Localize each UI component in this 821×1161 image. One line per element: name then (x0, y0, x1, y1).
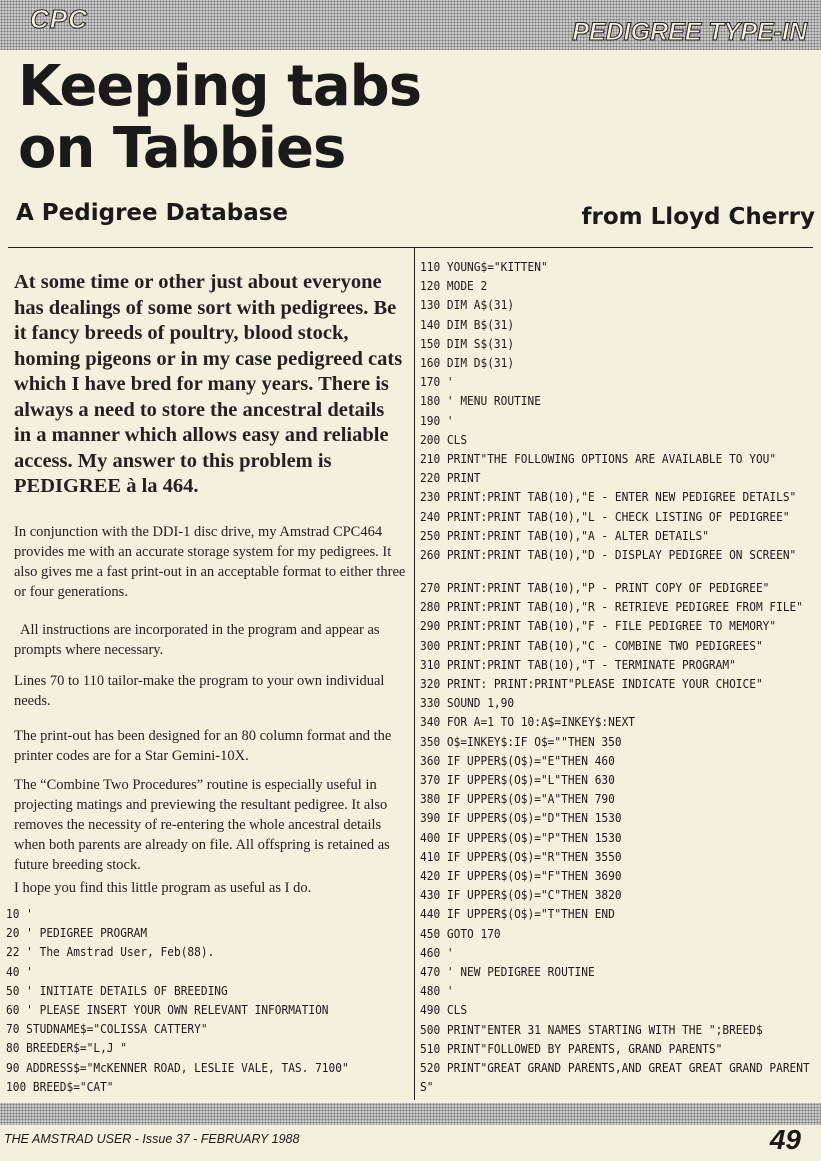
title-line-2: on Tabbies (18, 116, 346, 181)
category-tag: PEDIGREE TYPE-IN (572, 18, 807, 46)
footer-band (0, 1103, 821, 1125)
intro-paragraph: At some time or other just about everyone has dealings of some sort with pedigrees. Be it fancy breeds of poultry, blood stock, homing pigeons or in my case pedigreed cats which I have bred for many years. There is always a need to store the ancestral details in a manner which allows easy and reliable access. My answer to this problem is PEDIGREE à la 464. (14, 271, 403, 497)
body-paragraph: The “Combine Two Procedures” routine is especially useful in projecting matings and previewing the resultant pedigree. It also removes the necessity of re-entering the whole ancestral details when both parents are already on file. All offspring is retained as future breeding stock. (14, 777, 390, 873)
page-number: 49 (769, 1124, 801, 1155)
title-line-1: Keeping tabs (18, 54, 422, 119)
body-paragraph: I hope you find this little program as useful as I do. (14, 880, 312, 896)
body-paragraph: In conjunction with the DDI-1 disc drive, my Amstrad CPC464 provides me with an accurate storage system for my pedigrees. It also gives me a fast print-out in an acceptable format to either three or four generations. (14, 524, 406, 600)
publication-footer: THE AMSTRAD USER - Issue 37 - FEBRUARY 1988 (4, 1132, 300, 1146)
column-rule (414, 247, 415, 1100)
header-rule (8, 247, 813, 248)
code-listing-right-top: 110 YOUNG$="KITTEN" 120 MODE 2 130 DIM A$(31) 140 DIM B$(31) 150 DIM S$(31) 160 DIM D$(31) 170 ' 180 ' MENU ROUTINE 190 ' 200 CLS 210 PRINT"THE FOLLOWING OPTIONS ARE AVAILABLE TO YOU" 220 PRINT 230 PRINT:PRINT TAB(10),"E - ENTER NEW PEDIGREE DETAILS" 240 PRINT:PRINT TAB(10),"L - CHECK LISTING OF PEDIGREE" 250 PRINT:PRINT TAB(10),"A - ALTER DETAILS" 260 PRINT:PRINT TAB(10),"D - DISPLAY PEDIGREE ON SCREEN" (420, 260, 797, 563)
byline: from Lloyd Cherry (581, 204, 815, 230)
code-listing-left: 10 ' 20 ' PEDIGREE PROGRAM 22 ' The Amstrad User, Feb(88). 40 ' 50 ' INITIATE DETAILS OF BREEDING 60 ' PLEASE INSERT YOUR OWN RELEVANT INFORMATION 70 STUDNAME$="COLISSA CATTERY" 80 BREEDER$="L,J " 90 ADDRESS$="McKENNER ROAD, LESLIE VALE, TAS. 7100" 100 BREED$="CAT" (6, 907, 349, 1094)
section-tag: CPC (30, 4, 88, 34)
article-subtitle: A Pedigree Database (16, 200, 289, 226)
code-listing-right-bottom: 270 PRINT:PRINT TAB(10),"P - PRINT COPY OF PEDIGREE" 280 PRINT:PRINT TAB(10),"R - RETRIEVE PEDIGREE FROM FILE" 290 PRINT:PRINT TAB(10),"F - FILE PEDIGREE TO MEMORY" 300 PRINT:PRINT TAB(10),"C - COMBINE TWO PEDIGREES" 310 PRINT:PRINT TAB(10),"T - TERMINATE PROGRAM" 320 PRINT: PRINT:PRINT"PLEASE INDICATE YOUR CHOICE" 330 SOUND 1,90 340 FOR A=1 TO 10:A$=INKEY$:NEXT 350 O$=INKEY$:IF O$=""THEN 350 360 IF UPPER$(O$)="E"THEN 460 370 IF UPPER$(O$)="L"THEN 630 380 IF UPPER$(O$)="A"THEN 790 390 IF UPPER$(O$)="D"THEN 1530 400 IF UPPER$(O$)="P"THEN 1530 410 IF UPPER$(O$)="R"THEN 3550 420 IF UPPER$(O$)="F"THEN 3690 430 IF UPPER$(O$)="C"THEN 3820 440 IF UPPER$(O$)="T"THEN END 450 GOTO 170 460 ' 470 ' NEW PEDIGREE ROUTINE 480 ' 490 CLS 500 PRINT"ENTER 31 NAMES STARTING WITH THE ";BREED$ 510 PRINT"FOLLOWED BY PARENTS, GRAND PARENTS" 520 PRINT"GREAT GRAND PARENTS,AND GREAT GREAT GRAND PARENT S" (420, 581, 810, 1095)
body-paragraph: All instructions are incorporated in the program and appear as prompts where necessary. (14, 622, 380, 658)
body-paragraph: The print-out has been designed for an 80 column format and the printer codes are for a Star Gemini-10X. (14, 728, 392, 764)
body-paragraph: Lines 70 to 110 tailor-make the program to your own individual needs. (14, 673, 385, 709)
article-title (18, 56, 421, 180)
